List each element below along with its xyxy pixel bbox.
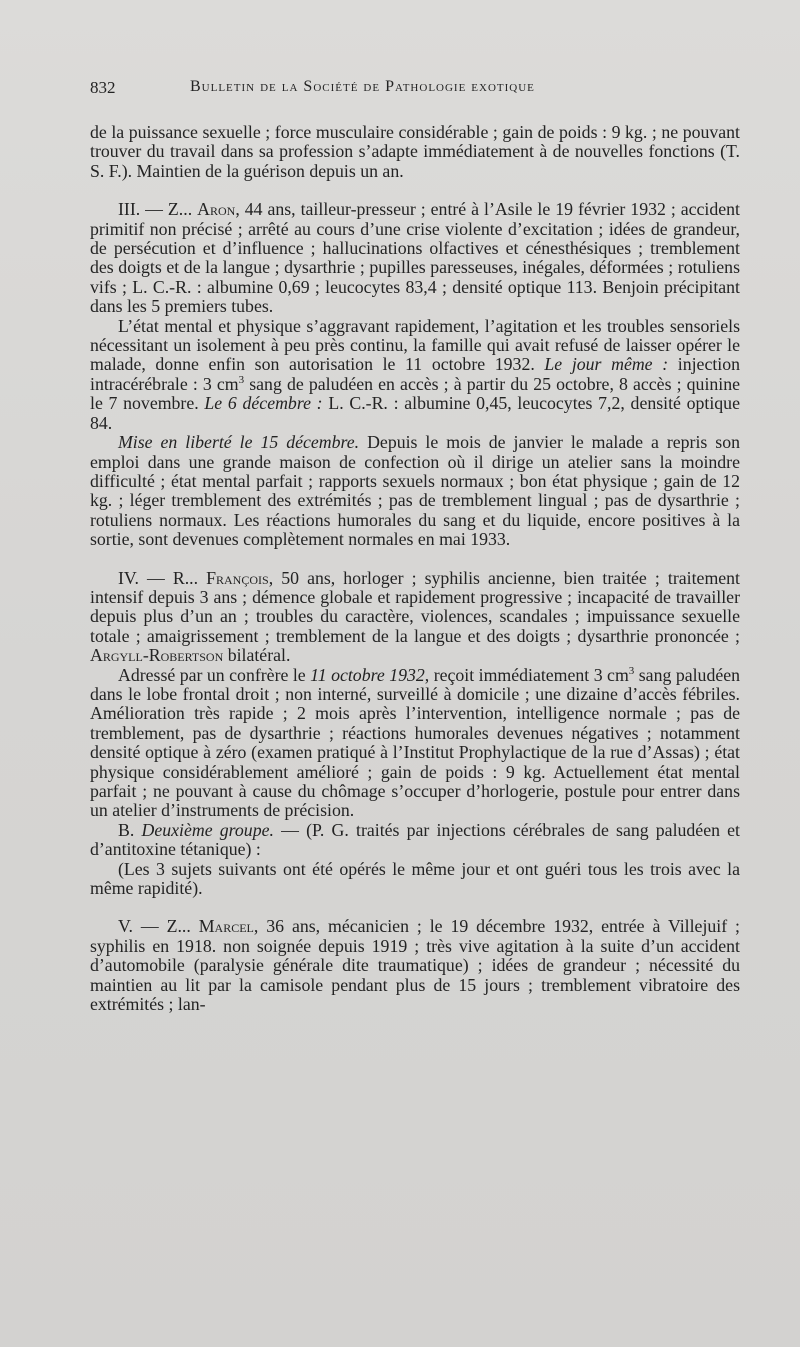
case-lead: III. — Z... (118, 199, 193, 220)
page-number: 832 (90, 78, 116, 97)
case-v-paragraph (90, 917, 740, 1014)
paragraph-continuation (90, 123, 740, 181)
eponym-name: Argyll-Robertson (90, 645, 224, 666)
case-iii-evolution-paragraph (90, 317, 740, 433)
case-lead: V. — Z... (118, 916, 191, 937)
case-iv-treatment-paragraph (90, 666, 740, 821)
paragraph-text: Adressé par un confrère le (118, 664, 306, 685)
running-title: Bulletin de la Société de Pathologie exotique (190, 78, 535, 95)
section-letter: B. (118, 819, 135, 840)
italic-date: Le jour même : (544, 354, 669, 375)
case-iv-paragraph (90, 569, 740, 666)
paragraph-text: sang de paludéen en accès ; à partir du 25 octobre, 8 accès ; quinine le 7 novembre. (90, 373, 740, 414)
paragraph-text: , 36 ans, mécanicien ; le 19 décembre 1932, entrée à Villejuif ; syphilis en 1918. non soignée depuis 1919 ; très vive agitation à la suite d’un accident d’automobile (paralysie générale dite traumatique) ; idées de grandeur ; nécessité du maintien au lit par la camisole pendant plus de 15 jours ; tremblement vibratoire des extrémités ; lan- (90, 916, 740, 1015)
paragraph-text: bilatéral. (227, 645, 291, 666)
page-header (90, 78, 730, 102)
superscript: 3 (628, 664, 635, 677)
italic-date: Le 6 décembre : (204, 393, 323, 414)
superscript: 3 (238, 373, 245, 386)
paragraph-text: L’état mental et physique s’aggravant rapidement, l’agitation et les troubles sensoriels nécessitant un isolement à peu près continu, la famille qui avait refusé de laisser opérer le malade, donne enfin son autorisation le 11 octobre 1932. (90, 315, 740, 375)
paragraph-text: (Les 3 sujets suivants ont été opérés le même jour et ont guéri tous les trois avec la même rapidité). (90, 858, 740, 899)
paragraph-text: , reçoit immédiatement 3 cm (424, 664, 629, 685)
patient-name: Aron (197, 199, 236, 220)
patient-name: François (206, 567, 269, 588)
section-b-heading-paragraph (90, 821, 740, 860)
paragraph-text: L. C.-R. : albumine 0,45, leucocytes 7,2, densité optique 84. (90, 393, 740, 433)
paragraph-text: sang paludéen dans le lobe frontal droit ; non interné, surveillé à domicile ; une dizaine d’accès fébriles. Amélioration très rapide ; 2 mois après l’intervention, intelligence normale ; pas de tremblement, pas de dysarthrie ; réactions humorales devenues négatives ; notamment densité optique à zéro (examen pratiqué à l’Institut Prophylactique de la rue d’Assas) ; état physique considérablement amélioré ; gain de poids : 9 kg. Actuellement état mental parfait ; ne pouvant à cause du chômage s’occuper d’horlogerie, postule pour entrer dans un atelier d’instruments de précision. (90, 664, 741, 821)
italic-date: Mise en liberté le 15 décembre. (118, 432, 360, 453)
paragraph-text: , 50 ans, horloger ; syphilis ancienne, bien traitée ; traitement intensif depuis 3 ans ; démence globale et rapidement progressive ; incapacité de travailler depuis plus d’un an ; troubles du caractère, violences, scandales ; impuissance sexuelle totale ; amaigrissement ; tremblement de la langue et des doigts ; dysarthrie prononcée ; (90, 567, 740, 646)
italic-date: 11 octobre 1932 (310, 664, 425, 685)
paragraph-text: , 44 ans, tailleur-presseur ; entré à l’Asile le 19 février 1932 ; accident primitif non précisé ; arrêté au cours d’une crise violente d’excitation ; idées de grandeur, de persécution et d’influence ; hallucinations olfactives et cénesthésiques ; tremblement des doigts et de la langue ; dysarthrie ; pupilles paresseuses, inégales, déformées ; rotuliens vifs ; L. C.-R. : albumine 0,69 ; leucocytes 83,4 ; densité optique 113. Benjoin précipitant dans les 5 premiers tubes. (90, 199, 740, 317)
article-body (90, 123, 740, 1014)
paragraph-text: Depuis le mois de janvier le malade a repris son emploi dans une grande maison de confection où il dirige un atelier sans la moindre difficulté ; état mental parfait ; rapports sexuels normaux ; bon état physique ; gain de 12 kg. ; léger tremblement des extrémités ; pas de tremblement lingual ; pas de dysarthrie ; rotuliens normaux. Les réactions humorales du sang et du liquide, encore positives à la sortie, sont devenues complètement normales en mai 1933. (90, 432, 740, 550)
case-iii-release-paragraph (90, 433, 740, 549)
paragraph-text: de la puissance sexuelle ; force musculaire considérable ; gain de poids : 9 kg. ; ne pouvant trouver du travail dans sa profession s’adapte immédiatement à de nouvelles fonctions (T. S. F.). Maintien de la guérison depuis un an. (90, 122, 740, 181)
paragraph-text: injection intracérébrale : 3 cm (90, 354, 740, 394)
case-iii-paragraph (90, 200, 740, 316)
section-title: Deuxième groupe. (141, 819, 274, 840)
paragraph-text: — (P. G. traités par injections cérébrales de sang paludéen et d’antitoxine tétanique) : (90, 819, 740, 860)
case-lead: IV. — R... (118, 567, 199, 588)
patient-name: Marcel (198, 916, 254, 937)
section-b-note-paragraph (90, 860, 740, 899)
